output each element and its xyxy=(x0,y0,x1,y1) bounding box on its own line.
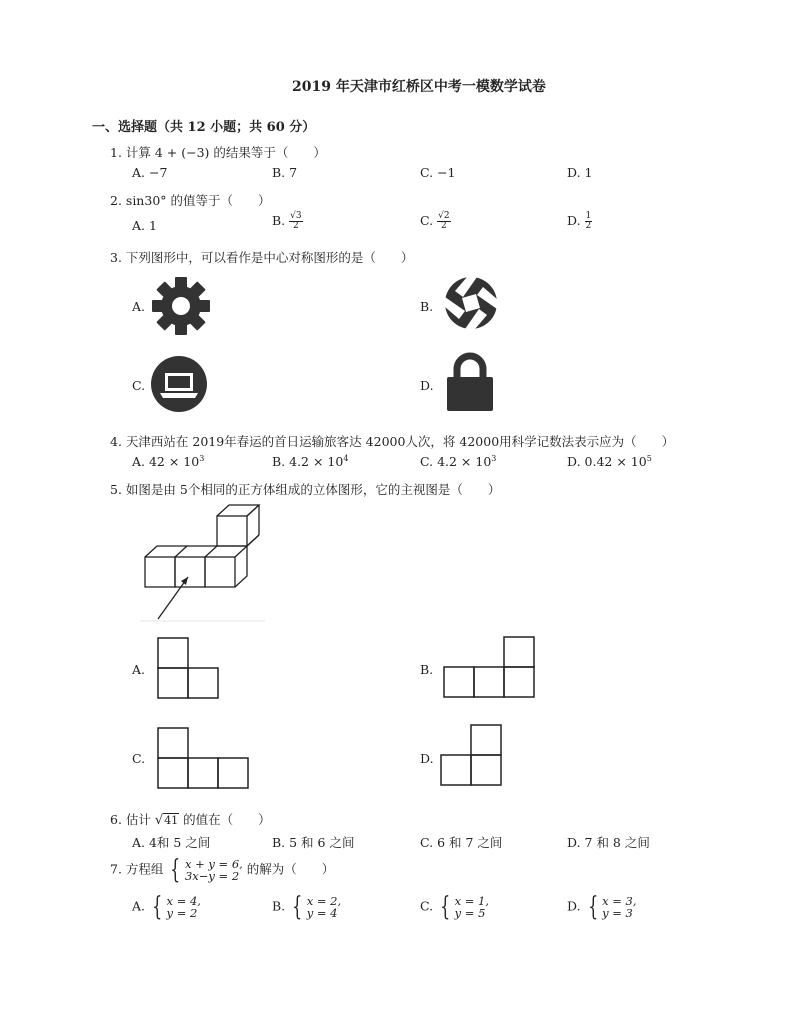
padlock-icon xyxy=(445,353,495,413)
q3-option-b[interactable]: B. xyxy=(420,299,434,314)
solution-y: y = 5 xyxy=(454,906,486,920)
solution-x: x = 2, xyxy=(306,894,342,908)
square-root: √41 xyxy=(154,813,179,828)
q5-option-c-figure xyxy=(157,727,249,789)
solution-y: y = 4 xyxy=(306,906,338,920)
solution-system: { x = 2, y = 4 xyxy=(292,892,342,922)
q7-option-a-label: A. xyxy=(132,898,146,914)
q6-option-d[interactable]: D. 7 和 8 之间 xyxy=(567,835,650,850)
q2-option-d-label: D. xyxy=(567,213,581,228)
q2-option-b[interactable] xyxy=(272,212,303,231)
exponent: 4 xyxy=(343,454,349,463)
q5-option-a-figure xyxy=(157,637,219,699)
q1-option-d[interactable]: D. 1 xyxy=(567,165,593,180)
camera-aperture-icon xyxy=(443,275,499,331)
equation-1: x + y = 6, xyxy=(184,857,243,871)
q5-option-a[interactable]: A. xyxy=(132,662,146,677)
question-5-stem: 5. 如图是由 5个相同的正方体组成的立体图形，它的主视图是（ ） xyxy=(110,482,501,497)
numerator: √3 xyxy=(290,211,302,221)
q1-option-a[interactable]: A. −7 xyxy=(132,165,168,180)
fraction xyxy=(585,212,593,231)
laptop-icon xyxy=(150,355,208,413)
solution-x: x = 4, xyxy=(166,894,201,908)
q1-option-b[interactable]: B. 7 xyxy=(272,165,298,180)
q2-option-c-label: C. xyxy=(420,213,434,228)
solution-y: y = 3 xyxy=(602,906,633,920)
denominator: 2 xyxy=(440,221,447,231)
denominator: 2 xyxy=(585,221,592,231)
q2-option-c[interactable] xyxy=(420,212,451,231)
q5-option-d[interactable]: D. xyxy=(420,751,434,766)
fraction xyxy=(437,212,450,231)
solution-y: y = 2 xyxy=(166,906,198,920)
q2-option-a[interactable]: A. 1 xyxy=(132,218,157,233)
q4-option-d-base: D. 0.42 × 10 xyxy=(567,454,647,470)
q6-option-c[interactable]: C. 6 和 7 之间 xyxy=(420,835,503,850)
q3-option-d[interactable]: D. xyxy=(420,378,434,393)
q4-option-c[interactable] xyxy=(420,454,496,469)
page-title: 2019 年天津市红桥区中考一模数学试卷 xyxy=(292,79,546,95)
q7-option-b-label: B. xyxy=(272,898,286,914)
q7-option-c[interactable] xyxy=(420,892,490,922)
question-7-stem xyxy=(110,855,335,885)
q7-stem-prefix: 7. 方程组 xyxy=(110,861,164,877)
equation-2: 3x−y = 2 xyxy=(184,869,240,883)
q1-option-c[interactable]: C. −1 xyxy=(420,165,456,180)
q4-option-c-base: C. 4.2 × 10 xyxy=(420,454,492,470)
section-heading: 一、选择题（共 12 小题；共 60 分） xyxy=(92,120,316,135)
q4-option-b-base: B. 4.2 × 10 xyxy=(272,454,344,470)
numerator: √2 xyxy=(438,211,450,221)
exponent: 3 xyxy=(491,454,497,463)
numerator: 1 xyxy=(585,211,592,221)
q5-option-d-figure xyxy=(440,724,502,786)
q6-stem-prefix: 6. 估计 xyxy=(110,812,151,827)
question-6-stem xyxy=(110,810,271,828)
q3-option-c[interactable]: C. xyxy=(132,378,146,393)
exponent: 5 xyxy=(646,454,652,463)
q5-option-b[interactable]: B. xyxy=(420,662,434,677)
question-4-stem: 4. 天津西站在 2019年春运的首日运输旅客达 42000人次，将 42000用科学记数法表示应为（ ） xyxy=(110,434,675,449)
q4-option-d[interactable] xyxy=(567,454,652,469)
q7-option-d-label: D. xyxy=(567,898,581,914)
q2-option-b-label: B. xyxy=(272,213,286,228)
equation-system: { x + y = 6, 3x−y = 2 xyxy=(170,855,243,885)
question-3-stem: 3. 下列图形中，可以看作是中心对称图形的是（ ） xyxy=(110,250,414,265)
q4-option-b[interactable] xyxy=(272,454,348,469)
q5-option-b-figure xyxy=(443,636,535,698)
cube-stack-figure xyxy=(140,505,270,625)
q3-option-a[interactable]: A. xyxy=(132,299,146,314)
question-2-stem: 2. sin30° 的值等于（ ） xyxy=(110,193,271,208)
q6-option-b[interactable]: B. 5 和 6 之间 xyxy=(272,835,355,850)
solution-x: x = 1, xyxy=(454,894,490,908)
q7-stem-suffix: 的解为（ ） xyxy=(246,861,335,877)
q5-option-c[interactable]: C. xyxy=(132,751,146,766)
solution-x: x = 3, xyxy=(602,894,637,908)
q4-option-a[interactable] xyxy=(132,454,204,469)
solution-system: { x = 3, y = 3 xyxy=(587,892,637,922)
gear-icon xyxy=(151,276,211,336)
question-1-stem: 1. 计算 4 + (−3) 的结果等于（ ） xyxy=(110,145,326,160)
radicand: 41 xyxy=(164,814,179,827)
solution-system: { x = 4, y = 2 xyxy=(152,892,201,922)
denominator: 2 xyxy=(293,221,299,231)
q7-option-d[interactable] xyxy=(567,892,637,922)
q7-option-a[interactable] xyxy=(132,892,201,922)
q7-option-b[interactable] xyxy=(272,892,342,922)
q6-option-a[interactable]: A. 4和 5 之间 xyxy=(132,835,211,850)
q7-option-c-label: C. xyxy=(420,898,434,914)
exponent: 3 xyxy=(199,454,205,463)
q2-option-d[interactable] xyxy=(567,212,592,231)
q4-option-a-base: A. 42 × 10 xyxy=(132,454,200,470)
solution-system: { x = 1, y = 5 xyxy=(440,892,490,922)
fraction xyxy=(289,212,302,231)
q6-stem-suffix: 的值在（ ） xyxy=(183,812,271,827)
